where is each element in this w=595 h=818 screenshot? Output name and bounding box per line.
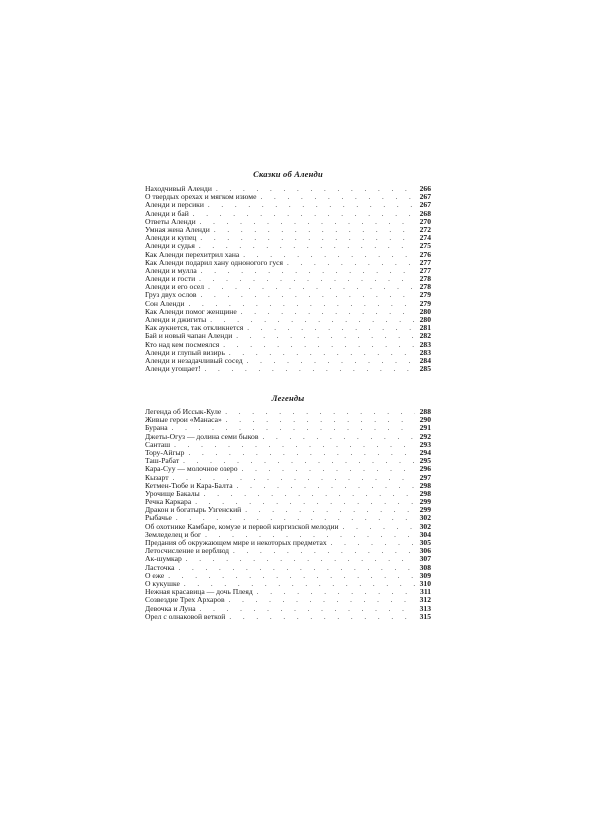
toc-entry-title: Кто над кем посмеялся [145,339,220,349]
toc-entry-title: Кетмен-Тюбе и Кара-Балта [145,480,233,490]
section-title: Сказки об Аленди [253,169,323,179]
dot-leader [233,547,415,555]
toc-entry-page: 266 [419,184,431,193]
dot-leader [229,596,415,604]
toc-entry-page: 297 [419,472,431,482]
toc-entry-page: 313 [419,603,431,613]
toc-entry-title: Рыбачье [145,513,172,523]
toc-entry-page: 290 [419,415,431,425]
toc-entry-page: 285 [419,364,431,374]
toc-entry-page: 267 [419,192,431,202]
toc-entry-page: 312 [419,595,431,605]
toc-entry-title: Аленди и джигиты [145,315,207,324]
toc-entry-title: Аленди и купец [145,233,197,243]
toc-entry-title: Бурана [145,423,168,433]
dot-leader [225,408,415,416]
toc-entry [145,465,431,473]
dot-leader [260,193,415,201]
toc-entry-page: 283 [419,339,431,349]
toc-entry-page: 272 [419,224,431,234]
toc-entry-title: Легенда об Иссык-Куле [145,407,222,416]
toc-entry-page: 282 [419,331,431,341]
dot-leader [214,226,415,234]
toc-entry-title: Дракон и богатырь Узгенский [145,505,242,515]
toc-entry-title: Таш-Рабат [145,456,180,466]
toc-entry-title: Как Аленди перехитрил хана [145,249,240,259]
dot-leader [287,259,415,267]
toc-entry-page: 302 [419,513,431,523]
toc-entry-page: 292 [419,431,431,441]
toc-entry-title: Ак-шумкар [145,554,182,564]
toc-entry-page: 310 [419,578,431,588]
toc-entry-title: Как аукнется, так откликнется [145,323,244,333]
toc-entry-page: 311 [420,587,431,597]
toc-entry-page: 309 [419,570,431,580]
toc-entry-page: 295 [419,456,431,466]
toc-entry-title: Тору-Айгыр [145,447,185,457]
toc-entry-page: 315 [419,611,431,621]
toc-entry-title: Груз двух ослов [145,290,197,300]
toc-entry [145,441,431,449]
toc-entry-title: Джеты-Огуз — долина семи быков [145,431,259,441]
dot-leader [245,506,415,514]
toc-entry-page: 298 [419,480,431,490]
toc-entry-title: Живые герои «Манаса» [145,415,222,425]
toc-entry-page: 293 [419,439,431,449]
dot-leader [178,564,415,572]
toc-entry-title: Предания об окружающем мире и некоторых предметах [145,538,327,547]
toc-entry-page: 277 [419,265,431,275]
toc-entry-title: Созвездие Трех Архаров [145,595,225,605]
toc-entry-title: Нежная красавица — дочь Плеяд [145,587,253,597]
dot-leader [247,357,415,365]
dot-leader [343,523,415,531]
toc-entry-page: 299 [419,505,431,515]
toc-entry-page: 296 [419,464,431,474]
dot-leader [200,234,415,242]
dot-leader [257,588,415,596]
toc-entry-title: О твердых орехах и мягком изюме [145,192,257,202]
toc-entry-title: Санташ [145,439,171,449]
dot-leader [168,572,415,580]
dot-leader [241,308,415,316]
toc-entry-title: Речка Каркара [145,497,192,507]
toc-entry [145,555,431,563]
toc-entry-title: Аленди и мулла [145,265,197,275]
toc-entry-title: О еже [145,570,165,580]
toc-entry-page: 305 [419,538,431,547]
dot-leader [237,482,415,490]
toc-entry-title: О кукушке [145,578,180,588]
toc-entry-page: 280 [419,315,431,324]
toc-entry-page: 275 [419,241,431,251]
toc-list [145,185,431,373]
toc-entry-page: 280 [419,306,431,316]
toc-entry-title: Аленди и бай [145,208,189,218]
toc-entry-page: 267 [419,200,431,210]
dot-leader [229,349,415,357]
dot-leader [201,267,415,275]
toc-entry-title: Как Аленди подарил хану одноногого гуся [145,257,283,267]
dot-leader [200,218,415,226]
toc-entry-page: 288 [419,407,431,416]
toc-entry-title: Кара-Суу — молочное озеро [145,464,238,474]
toc-entry-title: Девочка и Луна [145,603,196,613]
toc-entry-title: Аленди и глупый визирь [145,347,225,357]
toc-entry-title: Как Аленди помог женщине [145,306,237,316]
toc-entry-page: 298 [419,488,431,498]
toc-entry-page: 283 [419,347,431,357]
toc-entry-title: Находчивый Аленди [145,184,212,193]
dot-leader [199,275,415,283]
toc-entry-title: Аленди и незадачливый сосед [145,355,243,365]
toc-entry-title: Умная жена Аленди [145,224,210,234]
toc-entry-title: Земледелец и бог [145,529,202,539]
toc-entry-page: 284 [419,355,431,365]
dot-leader [331,539,415,547]
toc-entry-title: Аленди угощает! [145,364,201,374]
toc-entry-page: 308 [419,562,431,572]
toc-entry-title: Аленди и гости [145,274,196,284]
section-legends [145,393,431,621]
dot-leader [201,291,415,299]
toc-entry-page: 278 [419,274,431,284]
dot-leader [242,465,415,473]
dot-leader [205,365,416,373]
toc-entry-title: Урочище Бакалы [145,488,200,498]
toc-entry-title: Об охотнике Камбаре, комузе и первой киргизской мелодии [145,521,339,531]
toc-entry-page: 268 [419,208,431,218]
dot-leader [262,433,415,441]
toc-entry [145,433,431,441]
toc-entry [145,547,431,555]
section-aldar-tales [145,169,431,373]
toc-entry-page: 270 [419,216,431,226]
toc-entry [145,506,431,514]
toc-entry-page: 279 [419,298,431,308]
toc-entry-page: 307 [419,554,431,564]
toc-entry [145,291,431,299]
dot-leader [226,416,415,424]
toc-entry-title: Бай и новый чапан Аленди [145,331,233,341]
toc-entry-page: 277 [419,257,431,267]
toc-entry-page: 304 [419,529,431,539]
toc-entry-title: Аленди и судья [145,241,195,251]
dot-leader [174,441,415,449]
dot-leader [186,555,415,563]
toc-entry [145,416,431,424]
toc-entry [145,572,431,580]
toc-entry-title: Ласточка [145,562,175,572]
toc-entry-title: Кызарт [145,472,169,482]
toc-entry-page: 276 [419,249,431,259]
toc-entry [145,449,431,457]
dot-leader [204,490,415,498]
toc-entry-title: Аленди и персики [145,200,204,210]
dot-leader [208,283,415,291]
dot-leader [208,201,415,209]
dot-leader [247,324,415,332]
toc-entry-page: 281 [419,323,431,333]
toc-entry-page: 299 [419,497,431,507]
section-title: Легенды [271,393,305,403]
toc-entry-page: 306 [419,546,431,556]
toc-entry [145,613,431,621]
toc-entry-title: Летосчисление и верблюд [145,546,229,556]
toc-entry-page: 294 [419,447,431,457]
toc-entry-page: 279 [419,290,431,300]
toc-entry-page: 274 [419,233,431,243]
toc-entry-title: Сон Аленди [145,298,185,308]
toc-entry-page: 291 [419,423,431,433]
dot-leader [188,449,415,457]
toc-entry [145,365,431,373]
toc-list [145,408,431,621]
toc-entry [145,564,431,572]
dot-leader [223,341,415,349]
toc-entry-page: 302 [419,521,431,531]
toc-entry-page: 278 [419,282,431,292]
toc-entry-title: Ответы Аленди [145,216,196,226]
dot-leader [236,332,415,340]
dot-leader [200,605,415,613]
dot-leader [229,613,415,621]
toc-entry-title: Орел с олнаковой веткой [145,611,226,621]
dot-leader [193,210,415,218]
toc-entry-title: Аленди и его осел [145,282,205,292]
